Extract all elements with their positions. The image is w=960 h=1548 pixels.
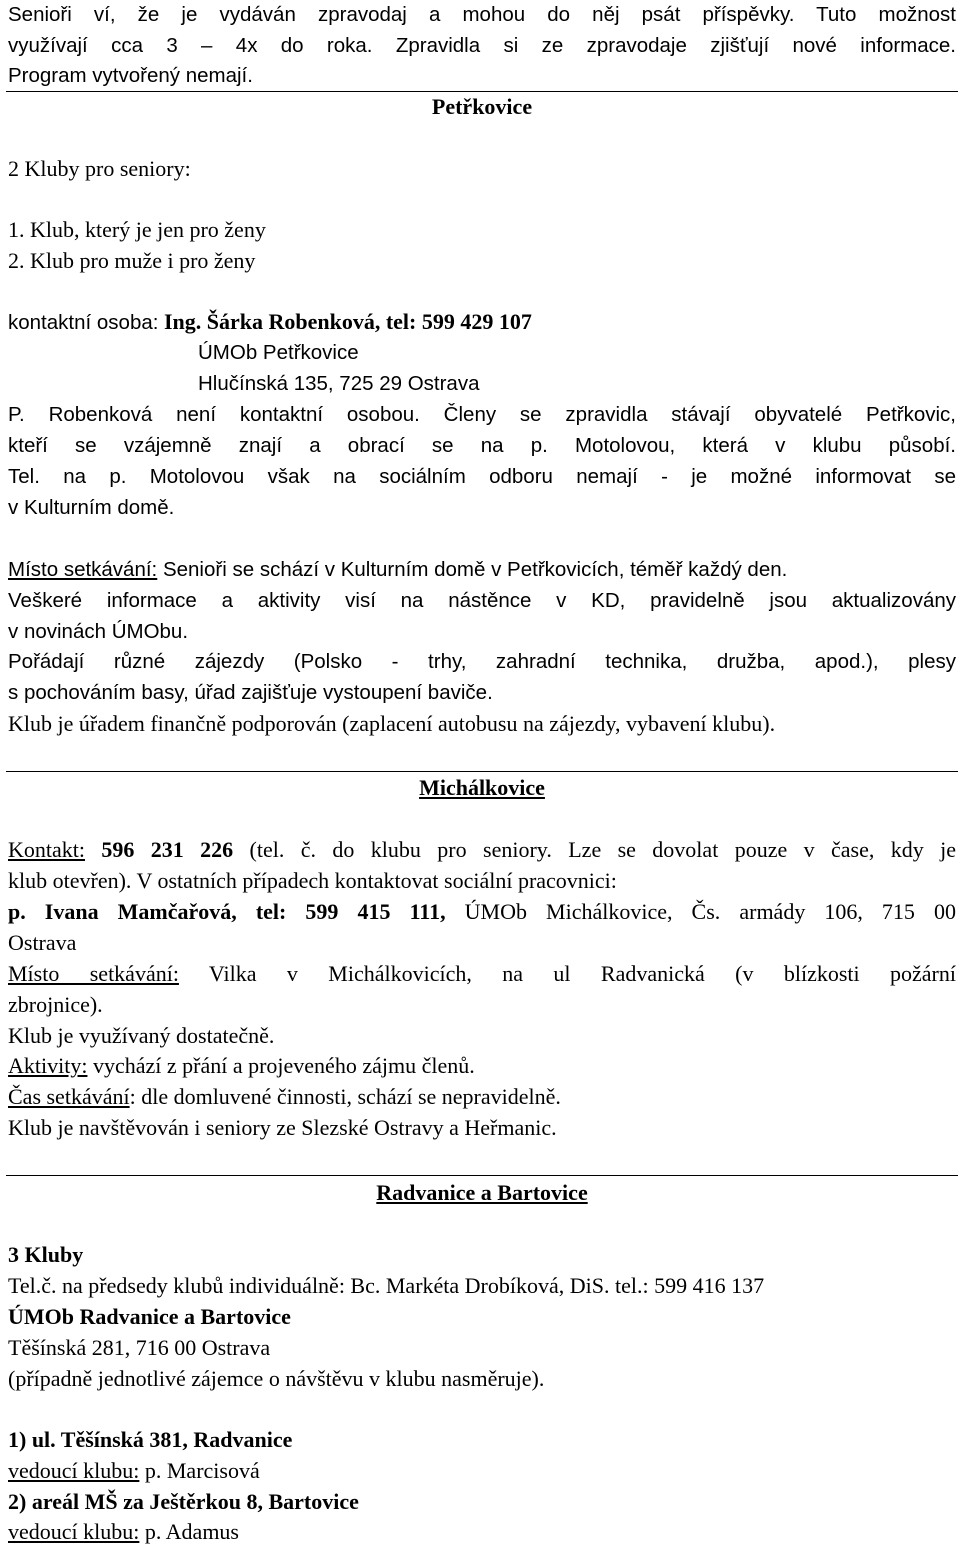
club-leader-name: p. Marcisová (139, 1458, 260, 1483)
club-item: 2) areál MŠ za Ještěrkou 8, Bartovice (8, 1489, 359, 1514)
paragraph-line: klub otevřen). V ostatních případech kontaktovat sociální pracovnici: (8, 868, 617, 893)
meeting-time-text: : dle domluvené činnosti, schází se nepravidelně. (129, 1084, 561, 1109)
intro-line-2: využívají cca 3 – 4x do roka. Zpravidla si ze zpravodaje zjišťují nové informace. (8, 34, 956, 57)
intro-line-1: Senioři ví, že je vydáván zpravodaj a mohou do něj psát příspěvky. Tuto možnost (8, 3, 956, 26)
office-address: Hlučínská 135, 725 29 Ostrava (198, 372, 480, 395)
contact-label: Kontakt: (8, 837, 85, 862)
paragraph-line: kteří se vzájemně znají a obrací se na p. Motolovou, která v klubu působí. (8, 434, 956, 457)
clubs-count: 3 Kluby (8, 1242, 84, 1267)
contact-person: Ing. Šárka Robenková, tel: 599 429 107 (163, 309, 532, 334)
meeting-place-line (8, 555, 787, 586)
office-address: Těšínská 281, 716 00 Ostrava (8, 1335, 271, 1360)
club-item: 2. Klub pro muže i pro ženy (8, 248, 256, 273)
paragraph-line: v Kulturním domě. (8, 496, 175, 519)
paragraph-line: Ostrava (8, 930, 77, 955)
contact-label: kontaktní osoba: (8, 311, 159, 334)
contact-rest: (tel. č. do klubu pro seniory. Lze se dovolat pouze v čase, kdy je (233, 837, 957, 862)
section-heading-michalkovice: Michálkovice (419, 775, 545, 800)
section-heading-petrkovice: Petřkovice (431, 94, 533, 119)
meeting-place-label: Místo setkávání: (8, 558, 158, 581)
club-leader-label: vedoucí klubu: (8, 1519, 140, 1544)
social-worker-line (8, 897, 956, 928)
paragraph-line: (případně jednotlivé zájemce o návštěvu v klubu nasměruje). (8, 1366, 545, 1391)
club-leader-line (8, 1456, 260, 1487)
meeting-place-line (8, 959, 956, 990)
meeting-place-text: Vilka v Michálkovicích, na ul Radvanická (v blízkosti požární (178, 961, 956, 986)
meeting-time-label: Čas setkávání (8, 1084, 130, 1109)
activities-label: Aktivity: (8, 1053, 88, 1078)
intro-line-3: Program vytvořený nemají. (8, 64, 253, 87)
paragraph-line: Klub je navštěvován i seniory ze Slezské Ostravy a Heřmanic. (8, 1115, 557, 1140)
meeting-place-text: Senioři se schází v Kulturním domě v Petřkovicích, téměř každý den. (157, 558, 788, 581)
club-leader-label: vedoucí klubu: (8, 1458, 140, 1483)
meeting-time-line (8, 1082, 561, 1113)
social-worker-address: ÚMOb Michálkovice, Čs. armády 106, 715 00 (445, 899, 956, 924)
paragraph-line: Tel. na p. Motolovou však na sociálním odboru nemají - je možné informovat se (8, 465, 956, 488)
paragraph-line: zbrojnice). (8, 992, 103, 1017)
contact-line (8, 307, 532, 338)
meeting-place-label: Místo setkávání: (8, 961, 179, 986)
section-divider (6, 771, 958, 772)
paragraph-line: Klub je úřadem finančně podporován (zaplacení autobusu na zájezdy, vybavení klubu). (8, 711, 776, 736)
clubs-count: 2 Kluby pro seniory: (8, 156, 191, 181)
contact-line (8, 835, 956, 866)
club-leader-name: p. Adamus (139, 1519, 239, 1544)
club-item: 1. Klub, který je jen pro ženy (8, 217, 266, 242)
contact-phone: 596 231 226 (85, 837, 234, 862)
paragraph-line: v novinách ÚMObu. (8, 620, 189, 643)
section-heading-radvanice: Radvanice a Bartovice (376, 1180, 588, 1205)
chairs-phone-line: Tel.č. na předsedy klubů individuálně: Bc. Markéta Drobíková, DiS. tel.: 599 416 137 (8, 1273, 765, 1298)
activities-text: vychází z přání a projeveného zájmu členů. (87, 1053, 475, 1078)
activities-line (8, 1051, 475, 1082)
club-leader-line (8, 1517, 239, 1548)
paragraph-line: P. Robenková není kontaktní osobou. Členy se zpravidla stávají obyvatelé Petřkovic, (8, 403, 956, 426)
office-name: ÚMOb Radvanice a Bartovice (8, 1304, 291, 1329)
paragraph-line: Veškeré informace a aktivity visí na nástěnce v KD, pravidelně jsou aktualizovány (8, 589, 956, 612)
paragraph-line: Klub je využívaný dostatečně. (8, 1023, 275, 1048)
paragraph-line: s pochováním basy, úřad zajišťuje vystoupení baviče. (8, 681, 493, 704)
paragraph-line: Pořádají různé zájezdy (Polsko - trhy, zahradní technika, družba, apod.), plesy (8, 650, 956, 673)
social-worker: p. Ivana Mamčařová, tel: 599 415 111, (8, 899, 446, 924)
club-item: 1) ul. Těšínská 381, Radvanice (8, 1427, 293, 1452)
section-divider (6, 1175, 958, 1176)
office-name: ÚMOb Petřkovice (198, 341, 359, 364)
